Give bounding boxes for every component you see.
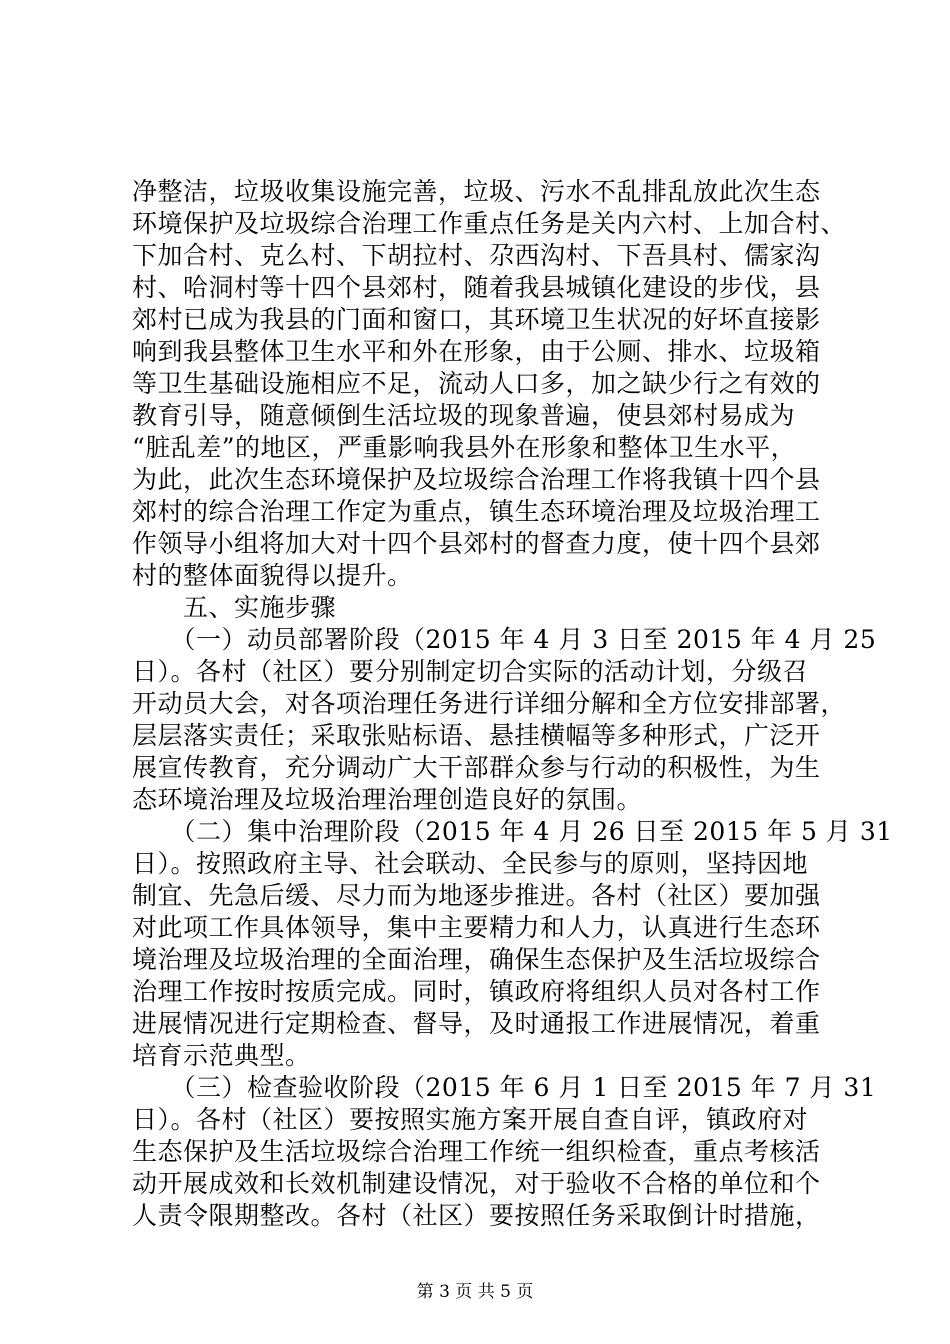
- text-line: 动开展成效和长效机制建设情况，对于验收不合格的单位和个: [132, 1169, 821, 1198]
- text-line: 为此，此次生态环境保护及垃圾综合治理工作将我镇十四个县: [132, 465, 821, 494]
- text-line: （二）集中治理阶段（2015 年 4 月 26 日至 2015 年 5 月 31: [132, 817, 893, 846]
- text-line: 日）。各村（社区）要分别制定切合实际的活动计划，分级召: [132, 657, 809, 686]
- text-line: 郊村的综合治理工作定为重点，镇生态环境治理及垃圾治理工: [132, 497, 821, 526]
- text-line: 对此项工作具体领导，集中主要精力和人力，认真进行生态环: [132, 913, 821, 942]
- text-line: 日）。各村（社区）要按照实施方案开展自查自评，镇政府对: [132, 1105, 809, 1134]
- text-line: 环境保护及垃圾综合治理工作重点任务是关内六村、上加合村、: [132, 209, 847, 238]
- text-line: 村的整体面貌得以提升。: [132, 561, 413, 590]
- text-line: 治理工作按时按质完成。同时，镇政府将组织人员对各村工作: [132, 977, 821, 1006]
- text-line: 郊村已成为我县的门面和窗口，其环境卫生状况的好坏直接影: [132, 305, 821, 334]
- text-line: “脏乱差”的地区，严重影响我县外在形象和整体卫生水平，: [132, 433, 797, 462]
- text-line: 下加合村、克么村、下胡拉村、尕西沟村、下吾具村、儒家沟: [132, 241, 821, 270]
- text-line: 层层落实责任；采取张贴标语、悬挂横幅等多种形式，广泛开: [132, 721, 821, 750]
- text-line: 制宜、先急后缓、尽力而为地逐步推进。各村（社区）要加强: [132, 881, 821, 910]
- text-line: 展宣传教育，充分调动广大干部群众参与行动的积极性，为生: [132, 753, 821, 782]
- text-line: 教育引导，随意倾倒生活垃圾的现象普遍，使县郊村易成为: [132, 401, 796, 430]
- section-heading: 五、实施步骤: [132, 593, 337, 622]
- text-line: 作领导小组将加大对十四个县郊村的督查力度，使十四个县郊: [132, 529, 821, 558]
- text-line: 响到我县整体卫生水平和外在形象，由于公厕、排水、垃圾箱: [132, 337, 821, 366]
- text-line: 净整洁，垃圾收集设施完善，垃圾、污水不乱排乱放此次生态: [132, 177, 821, 206]
- text-line: 日）。按照政府主导、社会联动、全民参与的原则，坚持因地: [132, 849, 809, 878]
- text-line: 进展情况进行定期检查、督导，及时通报工作进展情况，着重: [132, 1009, 821, 1038]
- text-line: 生态保护及生活垃圾综合治理工作统一组织检查，重点考核活: [132, 1137, 821, 1166]
- body-text: [132, 176, 893, 1232]
- page-footer: [0, 1281, 950, 1303]
- text-line: 人责令限期整改。各村（社区）要按照任务采取倒计时措施，: [132, 1201, 821, 1230]
- text-line: 村、哈洞村等十四个县郊村，随着我县城镇化建设的步伐，县: [132, 273, 821, 302]
- text-line: （三）检查验收阶段（2015 年 6 月 1 日至 2015 年 7 月 31: [132, 1073, 877, 1102]
- text-line: （一）动员部署阶段（2015 年 4 月 3 日至 2015 年 4 月 25: [132, 625, 877, 654]
- text-line: 培育示范典型。: [132, 1041, 311, 1070]
- text-line: 开动员大会，对各项治理任务进行详细分解和全方位安排部署，: [132, 689, 847, 718]
- page-number: 第 3 页 共 5 页: [416, 1282, 534, 1302]
- text-line: 态环境治理及垃圾治理治理创造良好的氛围。: [132, 785, 643, 814]
- text-line: 境治理及垃圾治理的全面治理，确保生态保护及生活垃圾综合: [132, 945, 821, 974]
- text-line: 等卫生基础设施相应不足，流动人口多，加之缺少行之有效的: [132, 369, 821, 398]
